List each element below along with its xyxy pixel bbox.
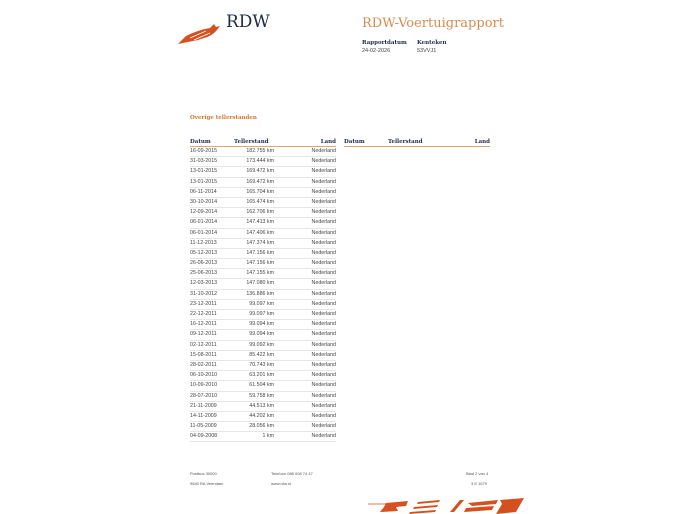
table-row: [190, 402, 336, 412]
row-land: Nederland: [311, 331, 336, 338]
table-row: [190, 320, 336, 330]
row-land: Nederland: [311, 382, 336, 389]
table-row: [190, 341, 336, 351]
footer-page: Blad 2 van 4: [466, 471, 489, 476]
row-km: 99.097 km: [249, 300, 274, 307]
row-km: 147.406 km: [246, 229, 274, 236]
row-date: 23-12-2011: [190, 300, 217, 307]
document-title: RDW-Voertuigrapport: [362, 16, 504, 31]
row-land: Nederland: [311, 433, 336, 440]
row-land: Nederland: [311, 270, 336, 277]
table-row: [190, 208, 336, 218]
section-title: Overige tellerstanden: [190, 115, 257, 121]
row-date: 16-09-2015: [190, 148, 218, 154]
table-row: [190, 218, 336, 228]
row-km: 147.374 km: [246, 239, 274, 246]
row-km: 28.056 km: [249, 423, 274, 430]
header-land: Land: [320, 139, 336, 145]
row-land: Nederland: [311, 392, 336, 399]
footer-address-2: 9640 RA Veendam: [190, 481, 224, 486]
row-land: Nederland: [311, 402, 336, 409]
row-date: 12-09-2014: [190, 209, 218, 216]
header-date: Datum: [190, 139, 211, 145]
row-date: 31-03-2015: [190, 158, 218, 165]
table-row: [190, 290, 336, 300]
footer-address-1: Postbus 30000: [190, 471, 217, 476]
table-row: [190, 361, 336, 371]
row-land: Nederland: [311, 321, 336, 328]
row-land: Nederland: [311, 290, 336, 297]
row-km: 99.094 km: [249, 331, 274, 338]
rdw-logo-icon: [176, 22, 222, 46]
table-row: [190, 381, 336, 391]
row-land: Nederland: [311, 361, 336, 368]
odometer-table-right: [344, 139, 490, 147]
table-row: [190, 178, 336, 188]
license-plate-label: Kenteken: [417, 40, 447, 46]
row-date: 28-07-2010: [190, 392, 218, 399]
row-date: 04-09-2008: [190, 433, 218, 440]
row-date: 09-12-2011: [190, 331, 217, 338]
row-land: Nederland: [311, 158, 336, 165]
row-km: 147.156 km: [246, 260, 274, 267]
row-date: 12-03-2013: [190, 280, 218, 287]
table-row: [190, 371, 336, 381]
row-land: Nederland: [311, 229, 336, 236]
row-date: 28-02-2011: [190, 361, 217, 368]
row-land: Nederland: [311, 178, 336, 185]
row-land: Nederland: [311, 188, 336, 195]
footer-website[interactable]: www.rdw.nl: [271, 481, 292, 486]
row-km: 99.094 km: [249, 321, 274, 328]
row-km: 59.758 km: [249, 392, 274, 399]
table-row: [190, 422, 336, 432]
row-date: 22-12-2011: [190, 311, 217, 317]
row-km: 63.201 km: [249, 372, 274, 379]
table-row: [190, 351, 336, 361]
row-date: 05-12-2013: [190, 249, 218, 256]
table-row: [190, 249, 336, 259]
row-date: 06-01-2014: [190, 229, 218, 236]
row-date: 26-06-2013: [190, 260, 218, 267]
row-land: Nederland: [311, 249, 336, 256]
row-land: Nederland: [311, 311, 336, 317]
row-date: 31-10-2012: [190, 290, 218, 297]
table-header: [190, 139, 336, 147]
row-date: 14-11-2009: [190, 412, 217, 419]
logo-text: RDW: [226, 12, 270, 32]
rdw-stripes-icon: [368, 498, 528, 514]
row-land: Nederland: [311, 280, 336, 287]
row-km: 147.413 km: [246, 219, 274, 226]
table-row: [190, 310, 336, 320]
row-date: 25-06-2013: [190, 270, 218, 277]
row-date: 13-01-2015: [190, 178, 218, 185]
row-km: 85.422 km: [249, 351, 274, 358]
row-land: Nederland: [311, 239, 336, 246]
row-date: 21-11-2009: [190, 402, 217, 409]
row-date: 11-05-2009: [190, 423, 217, 430]
table-header-right: [344, 139, 490, 147]
row-date: 11-12-2013: [190, 239, 217, 246]
row-land: Nederland: [311, 412, 336, 419]
header-km: Tellerstand: [234, 139, 269, 145]
row-date: 06-10-2010: [190, 372, 218, 379]
row-km: 99.092 km: [249, 341, 274, 348]
row-land: Nederland: [311, 209, 336, 216]
row-km: 99.097 km: [249, 311, 274, 317]
row-km: 147.080 km: [246, 280, 274, 287]
row-km: 165.474 km: [246, 198, 274, 205]
table-row: [190, 229, 336, 239]
header-date-right: Datum: [344, 139, 365, 145]
header-land-right: Land: [474, 139, 490, 145]
row-km: 61.504 km: [249, 382, 274, 389]
row-land: Nederland: [311, 423, 336, 430]
row-km: 44.513 km: [249, 402, 274, 409]
table-row: [190, 259, 336, 269]
table-row: [190, 167, 336, 177]
row-date: 13-01-2015: [190, 168, 218, 175]
row-land: Nederland: [311, 372, 336, 379]
row-km: 162.706 km: [246, 209, 274, 216]
row-km: 169.472 km: [246, 178, 274, 185]
row-date: 10-09-2010: [190, 382, 218, 389]
row-land: Nederland: [311, 260, 336, 267]
table-row: [190, 412, 336, 422]
row-land: Nederland: [311, 148, 336, 154]
footer-code: 3 E 1679: [471, 481, 488, 486]
table-row: [190, 392, 336, 402]
row-km: 182.755 km: [246, 148, 274, 154]
header-km-right: Tellerstand: [388, 139, 423, 145]
row-land: Nederland: [311, 351, 336, 358]
row-land: Nederland: [311, 300, 336, 307]
row-land: Nederland: [311, 168, 336, 175]
row-date: 15-08-2011: [190, 351, 217, 358]
report-date-value: 24-02-2026: [362, 48, 391, 54]
row-km: 136.886 km: [246, 290, 274, 297]
row-land: Nederland: [311, 219, 336, 226]
table-row: [190, 300, 336, 310]
row-km: 70.743 km: [249, 361, 274, 368]
row-km: 147.155 km: [246, 270, 274, 277]
row-date: 30-10-2014: [190, 198, 218, 205]
row-date: 16-12-2011: [190, 321, 217, 328]
odometer-table: [190, 139, 336, 442]
row-km: 1 km: [262, 433, 274, 440]
row-km: 165.704 km: [246, 188, 274, 195]
row-land: Nederland: [311, 341, 336, 348]
row-km: 173.444 km: [246, 158, 274, 165]
table-row: [190, 330, 336, 340]
table-row: [190, 188, 336, 198]
row-km: 147.156 km: [246, 249, 274, 256]
row-km: 169.472 km: [246, 168, 274, 175]
license-plate-value: 53VVJ1: [417, 48, 437, 54]
table-row: [190, 279, 336, 289]
table-row: [190, 198, 336, 208]
row-date: 06-11-2014: [190, 188, 217, 195]
footer-phone: Telefoon 088 008 74 47: [271, 471, 313, 476]
table-row: [190, 239, 336, 249]
row-land: Nederland: [311, 198, 336, 205]
table-row: [190, 147, 336, 157]
table-row: [190, 157, 336, 167]
row-date: 06-01-2014: [190, 219, 218, 226]
table-row: [190, 269, 336, 279]
table-row: [190, 432, 336, 442]
report-date-label: Rapportdatum: [362, 40, 407, 46]
row-km: 44.202 km: [249, 412, 274, 419]
row-date: 02-12-2011: [190, 341, 217, 348]
